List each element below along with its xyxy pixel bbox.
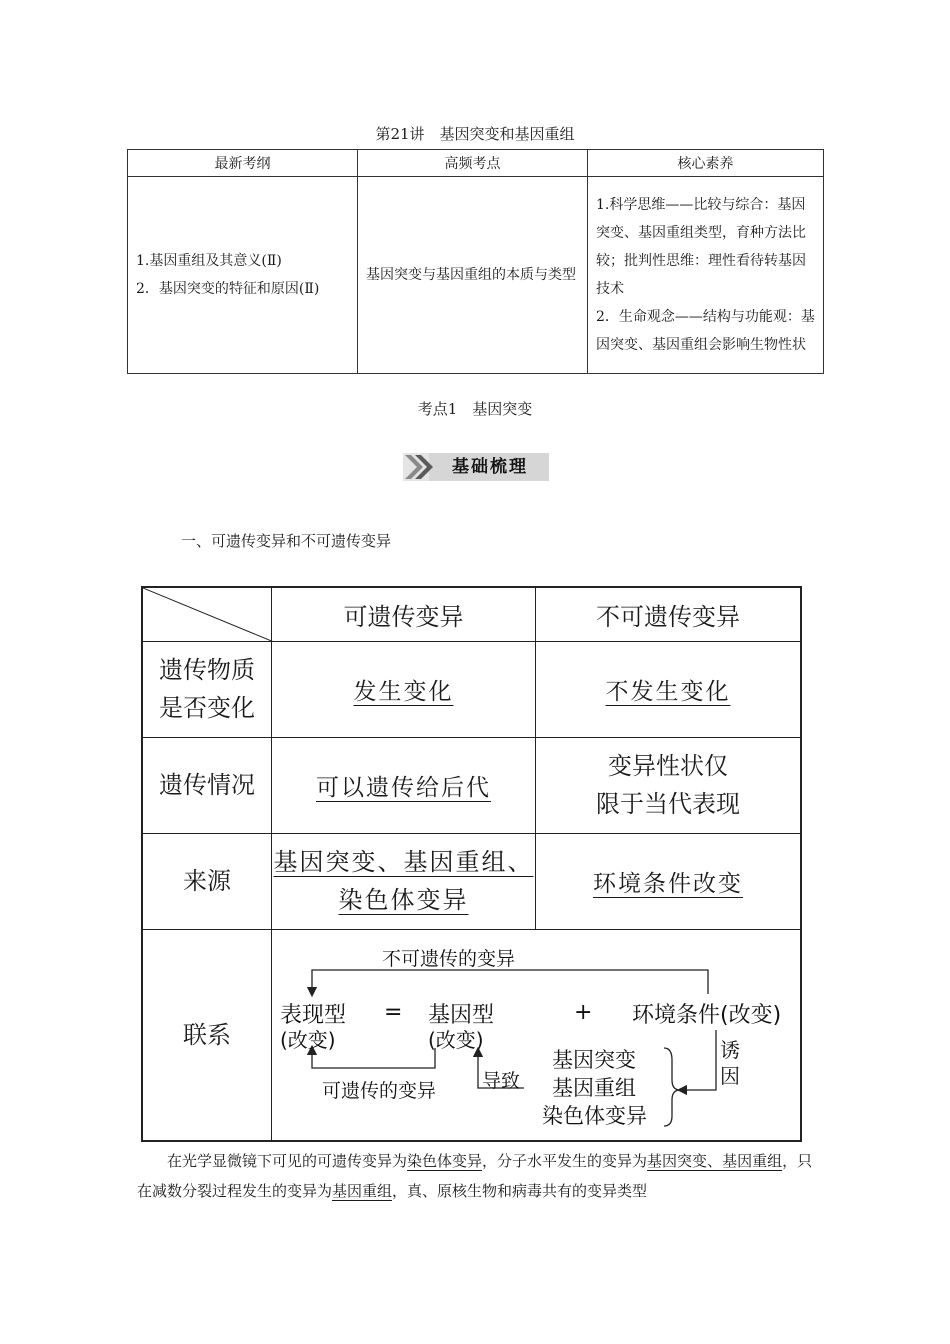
- top-arrow-label: 不可遗传的变异: [382, 947, 516, 970]
- lesson-title: 第21讲 基因突变和基因重组: [375, 125, 575, 143]
- row-head-inheritance: 遗传情况: [142, 737, 272, 833]
- cause-label: 导致: [482, 1069, 521, 1092]
- core-literacy-cell: 1.科学思维——比较与综合：基因突变、基因重组类型，育种方法比较；批判性思维：理性看待转基因技术 2．生命观念——结构与功能观：基因突变、基因重组会影响生物性状: [588, 177, 824, 374]
- col-nonheritable: 不可遗传变异: [536, 587, 802, 641]
- cell-nonheritable-source: [536, 833, 802, 929]
- answer-text: 染色体变异: [338, 886, 469, 914]
- answer-text: 基因突变、基因重组、: [273, 848, 534, 876]
- answer-text: 环境条件改变: [593, 870, 743, 897]
- para-answer: 基因重组: [722, 1152, 783, 1170]
- answer-text: 发生变化: [353, 678, 454, 705]
- corner-cell: [142, 587, 272, 641]
- col-heritable: 可遗传变异: [272, 587, 536, 641]
- cell-heritable-material: [272, 641, 536, 737]
- header-latest-outline: 最新考纲: [128, 150, 358, 177]
- para-answer: 基因突变、: [647, 1152, 723, 1170]
- plus-sign: +: [574, 999, 593, 1025]
- para-answer: 染色体变异: [407, 1152, 483, 1170]
- answer-text: 可以遗传给后代: [316, 774, 491, 801]
- section-banner: [403, 453, 549, 481]
- cell-heritable-inheritance: [272, 737, 536, 833]
- header-core-literacy: 核心素养: [588, 150, 824, 177]
- answer-text: 不发生变化: [605, 678, 731, 705]
- row-head-relation: 联系: [142, 929, 272, 1141]
- banner-label: 基础梳理: [452, 457, 528, 477]
- induce-label-2: 因: [720, 1063, 740, 1088]
- source-mutation: 基因突变: [552, 1047, 636, 1072]
- phenotype-sub: (改变): [280, 1027, 336, 1052]
- equals-sign: =: [384, 999, 403, 1025]
- para-text: ，只在减数分裂过程发生的变异为: [137, 1152, 813, 1200]
- para-answer: 基因重组: [332, 1182, 393, 1200]
- row-head-material: [142, 641, 272, 737]
- para-text: ，分子水平发生的变异为: [482, 1152, 648, 1170]
- section-heading: 一、可遗传变异和不可遗传变异: [181, 532, 392, 550]
- outline-cell: 1.基因重组及其意义(Ⅱ) 2．基因突变的特征和原因(Ⅱ): [128, 177, 358, 374]
- para-text: ，真、原核生物和病毒共有的变异类型: [392, 1182, 648, 1200]
- cell-line: 限于当代表现: [596, 790, 740, 818]
- relation-diagram-cell: [272, 929, 802, 1141]
- source-chromosome: 染色体变异: [542, 1103, 647, 1128]
- relation-diagram: [272, 930, 800, 1140]
- row-head-source: 来源: [142, 833, 272, 929]
- environment: 环境条件(改变): [632, 1002, 782, 1028]
- cell-nonheritable-inheritance: [536, 737, 802, 833]
- header-key-points: 高频考点: [358, 150, 588, 177]
- bottom-arrow-label: 可遗传的变异: [322, 1079, 437, 1102]
- para-text: 在光学显微镜下可见的可遗传变异为: [167, 1152, 408, 1170]
- cell-heritable-source: [272, 833, 536, 929]
- cell-nonheritable-material: [536, 641, 802, 737]
- phenotype: 表现型: [280, 1002, 347, 1028]
- induce-label-1: 诱: [720, 1037, 740, 1062]
- key-points-cell: 基因突变与基因重组的本质与类型: [358, 177, 588, 374]
- variation-table: [141, 586, 802, 1142]
- source-recombination: 基因重组: [552, 1075, 636, 1100]
- row-head-line: 是否变化: [159, 694, 255, 722]
- cell-line: 变异性状仅: [608, 752, 728, 780]
- diagonal-line: [143, 588, 274, 642]
- summary-paragraph: [137, 1146, 813, 1206]
- row-head-line: 遗传物质: [159, 656, 255, 684]
- genotype: 基因型: [428, 1002, 495, 1028]
- syllabus-table: [127, 149, 824, 374]
- point-title: 考点1 基因突变: [417, 400, 533, 418]
- genotype-sub: (改变): [428, 1027, 484, 1052]
